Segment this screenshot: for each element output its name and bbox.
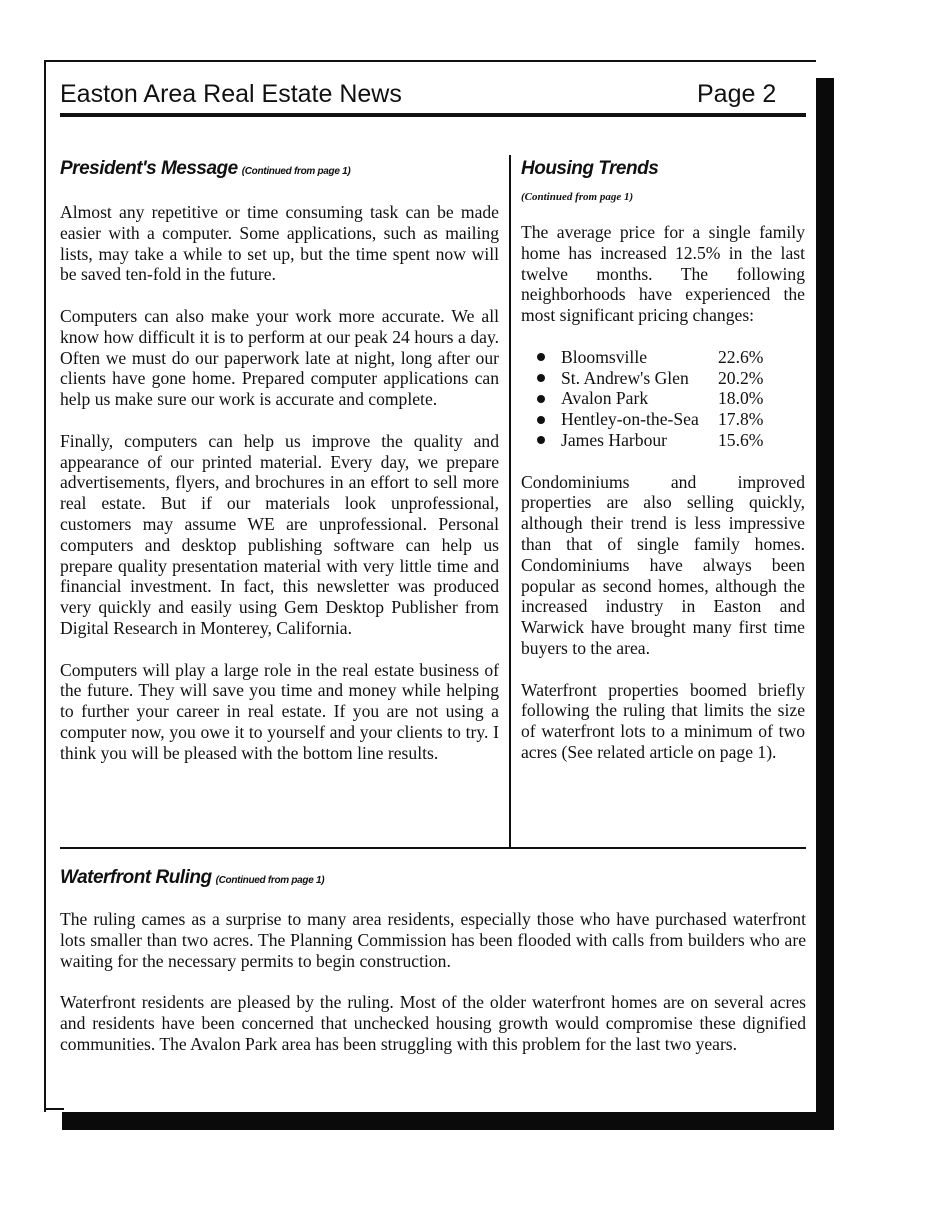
newsletter-title: Easton Area Real Estate News (60, 80, 402, 108)
list-item (537, 388, 805, 409)
bullet-icon (537, 395, 545, 403)
paragraph: The average price for a single family home has increased 12.5% in the last twelve months. The following neighborhoods have experienced the most significant pricing changes: (521, 222, 805, 326)
neighborhood-name: St. Andrew's Glen (561, 367, 689, 388)
paragraph: Condominiums and improved properties are also selling quickly, although their trend is less impressive than that of single family homes. Condominiums have always been popular as second homes, although the increased industry in Easton and Warwick have brought many first time buyers to the area. (521, 471, 805, 658)
neighborhood-name: James Harbour (561, 429, 668, 450)
bullet-icon (537, 416, 545, 424)
price-change: 15.6% (718, 429, 764, 450)
paragraph: Computers will play a large role in the real estate business of the future. They will save you time and money while helping to further your career in real estate. If you are not using a computer now, you owe it to yourself and your clients to try. I think you will be pleased with the bottom line results. (60, 659, 499, 763)
paragraph: Finally, computers can help us improve the quality and appearance of our printed material. Every day, we prepare advertisements, flyers, and brochures in an effort to sell more real estate. But if our materials look unprofessional, customers may assume WE are unprofessional. Personal computers and desktop publishing software can help us prepare quality presentation material with very little time and financial investment. In fact, this newsletter was produced very quickly and easily using Gem Desktop Publisher from Digital Research in Monterey, California. (60, 430, 499, 638)
waterfront-article (60, 909, 806, 1075)
bullet-icon (537, 436, 545, 444)
neighborhood-list (521, 347, 805, 451)
housing-heading: Housing Trends (521, 158, 659, 179)
price-change: 20.2% (718, 367, 764, 388)
neighborhood-name: Avalon Park (561, 388, 649, 409)
list-item (537, 347, 805, 368)
paragraph: Waterfront residents are pleased by the ruling. Most of the older waterfront homes are on several acres and residents have been concerned that unchecked housing growth would compromise these dignified communities. The Avalon Park area has been struggling with this problem for the last two years. (60, 992, 806, 1054)
page-number: Page 2 (697, 80, 777, 108)
corner-mark (44, 1108, 64, 1110)
price-change: 17.8% (718, 409, 764, 430)
page-shadow-bottom (62, 1112, 834, 1130)
paragraph: Almost any repetitive or time consuming task can be made easier with a computer. Some applications, such as mailing lists, may take a while to set up, but the time spent now will be saved ten-fold in the future. (60, 202, 499, 285)
housing-article (521, 222, 805, 784)
paragraph: Computers can also make your work more accurate. We all know how difficult it is to perform at our peak 24 hours a day. Often we must do our paperwork late at night, long after our clients have gone home. Prepared computer applications can help us make sure our work is accurate and complete. (60, 305, 499, 410)
column-divider (509, 155, 511, 849)
bullet-icon (537, 374, 545, 382)
bullet-icon (537, 353, 545, 361)
neighborhood-name: Bloomsville (561, 346, 648, 367)
section-rule (60, 847, 806, 849)
paragraph: The ruling cames as a surprise to many area residents, especially those who have purchased waterfront lots smaller than two acres. The Planning Commission has been flooded with calls from builders who are waiting for the necessary permits to begin construction. (60, 909, 806, 971)
paragraph: Waterfront properties boomed briefly following the ruling that limits the size of waterfront lots to a minimum of two acres (See related article on page 1). (521, 679, 805, 762)
waterfront-heading-block (60, 867, 324, 889)
waterfront-continued: (Continued from page 1) (215, 875, 325, 886)
president-heading: President's Message (60, 158, 238, 179)
president-article (60, 202, 499, 784)
price-change: 22.6% (718, 346, 764, 367)
neighborhood-name: Hentley-on-the-Sea (561, 409, 699, 430)
price-change: 18.0% (718, 388, 764, 409)
president-continued: (Continued from page 1) (241, 166, 351, 177)
list-item (537, 409, 805, 430)
housing-continued: (Continued from page 1) (521, 191, 634, 203)
page-shadow-right (814, 78, 834, 1130)
waterfront-heading: Waterfront Ruling (60, 867, 212, 888)
list-item (537, 368, 805, 389)
header-rule (60, 113, 806, 117)
president-heading-block (60, 158, 350, 180)
list-item (537, 430, 805, 451)
